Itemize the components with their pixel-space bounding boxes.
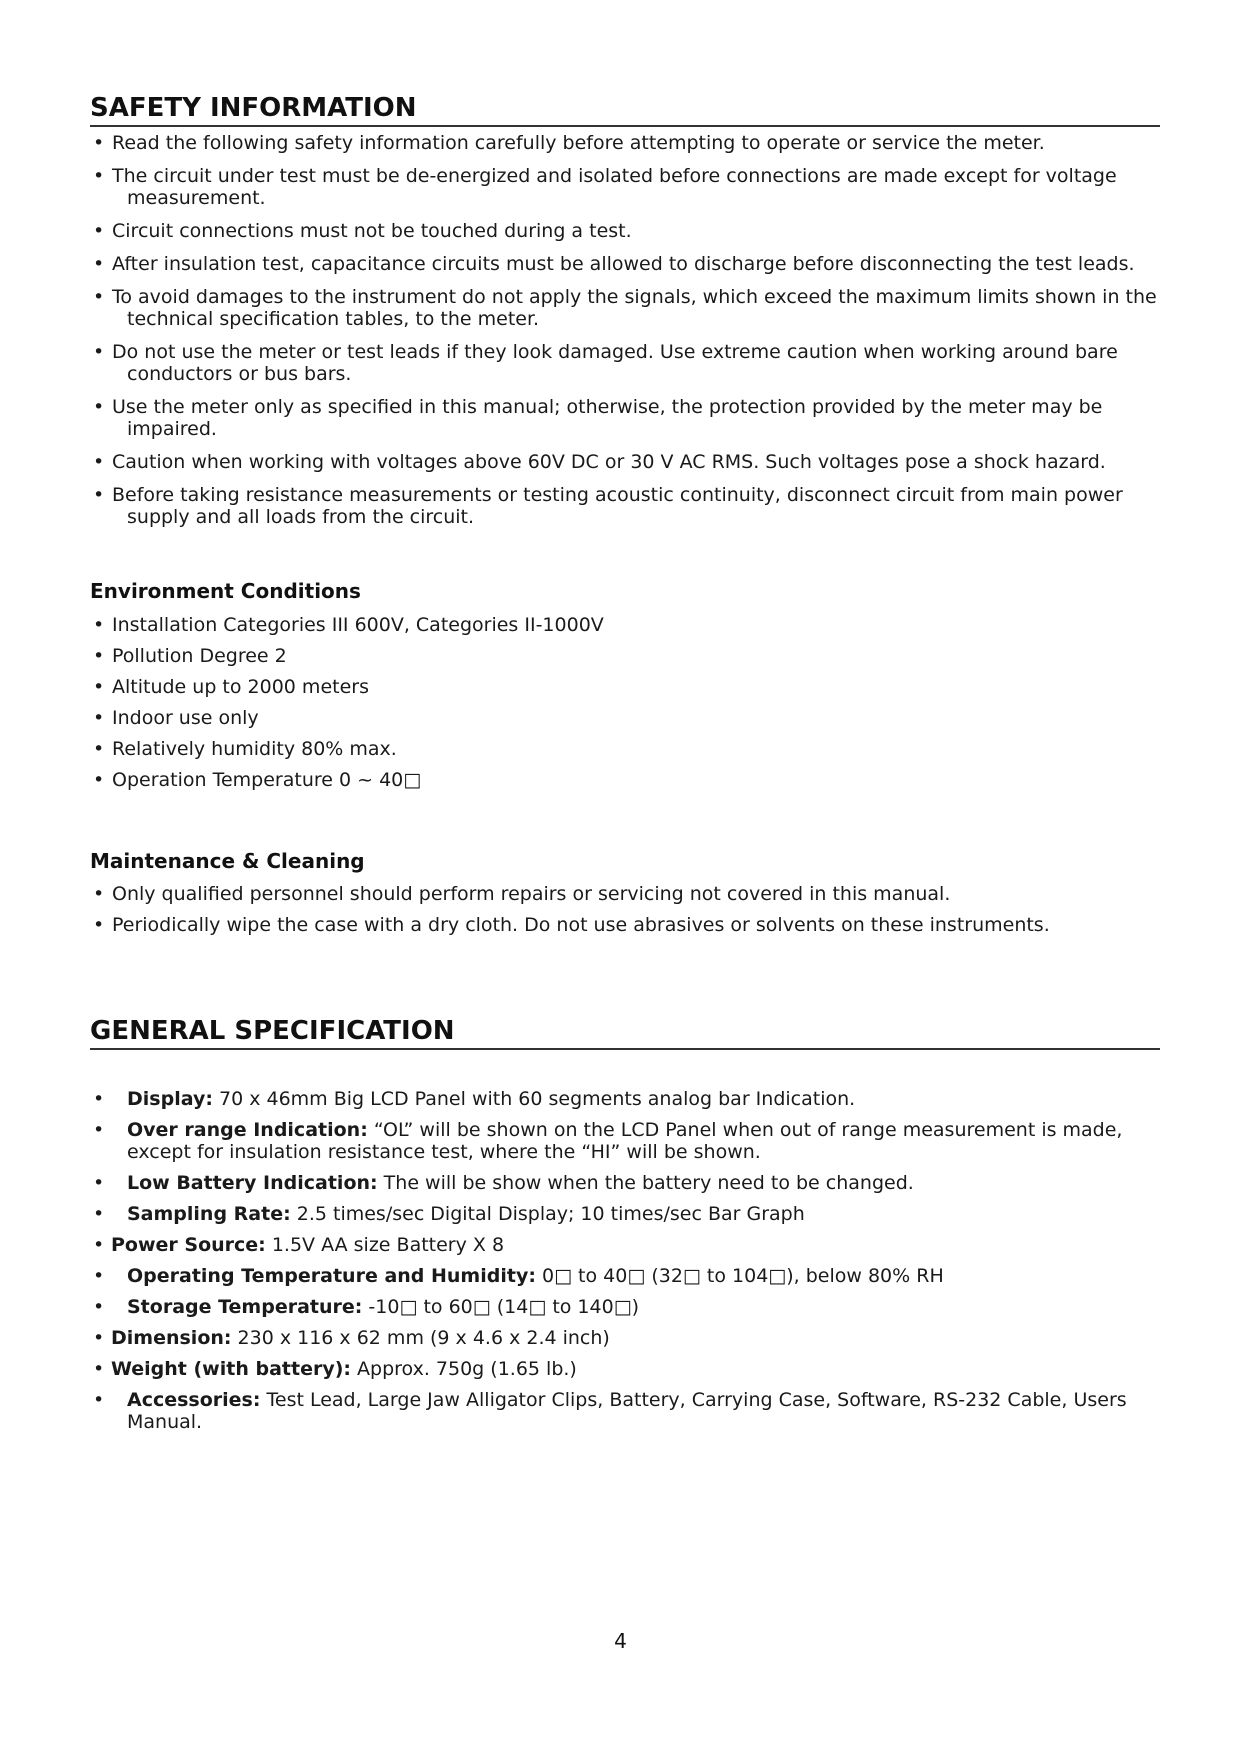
- bullet-icon: •: [93, 253, 105, 275]
- bullet-icon: •: [93, 676, 105, 698]
- bullet-icon: •: [93, 1172, 105, 1194]
- environment-list: [90, 614, 1170, 800]
- list-item: • Weight (with battery): Approx. 750g (1.65 lb.): [93, 1358, 577, 1380]
- list-item: • After insulation test, capacitance circuits must be allowed to discharge before disconnecting the test leads.: [93, 253, 1135, 275]
- bullet-icon: •: [93, 1327, 105, 1349]
- bullet-icon: •: [93, 1203, 105, 1225]
- list-item: • Operation Temperature 0 ~ 40□: [93, 769, 422, 791]
- bullet-icon: •: [93, 132, 105, 154]
- maintenance-heading: Maintenance & Cleaning: [90, 849, 365, 873]
- bullet-icon: •: [93, 738, 105, 760]
- list-item: • Before taking resistance measurements or testing acoustic continuity, disconnect circuit from main power supply and all loads from the circuit.: [93, 484, 1123, 528]
- list-item: • Installation Categories III 600V, Categories II-1000V: [93, 614, 604, 636]
- safety-heading: SAFETY INFORMATION: [90, 93, 1160, 127]
- bullet-icon: •: [93, 1119, 105, 1141]
- bullet-icon: •: [93, 484, 105, 506]
- bullet-icon: •: [93, 1088, 105, 1110]
- bullet-icon: •: [93, 645, 105, 667]
- list-item: • Altitude up to 2000 meters: [93, 676, 369, 698]
- bullet-icon: •: [93, 341, 105, 363]
- list-item: • To avoid damages to the instrument do not apply the signals, which exceed the maximum limits shown in the technical specification tables, to the meter.: [93, 286, 1157, 330]
- bullet-icon: •: [93, 883, 105, 905]
- general-spec-list: [90, 1088, 1180, 1442]
- bullet-icon: •: [93, 1265, 105, 1287]
- environment-heading: Environment Conditions: [90, 579, 361, 603]
- list-item: • Over range Indication: “OL” will be shown on the LCD Panel when out of range measurement is made, except for insulation resistance test, where the “HI” will be shown.: [93, 1119, 1123, 1163]
- bullet-icon: •: [93, 451, 105, 473]
- bullet-icon: •: [93, 769, 105, 791]
- list-item: • Relatively humidity 80% max.: [93, 738, 397, 760]
- list-item: • Periodically wipe the case with a dry cloth. Do not use abrasives or solvents on these instruments.: [93, 914, 1050, 936]
- list-item: • Pollution Degree 2: [93, 645, 287, 667]
- bullet-icon: •: [93, 165, 105, 187]
- safety-list: [90, 132, 1170, 539]
- list-item: • Caution when working with voltages above 60V DC or 30 V AC RMS. Such voltages pose a shock hazard.: [93, 451, 1106, 473]
- bullet-icon: •: [93, 396, 105, 418]
- bullet-icon: •: [93, 1389, 105, 1411]
- list-item: • Read the following safety information carefully before attempting to operate or service the meter.: [93, 132, 1045, 154]
- general-spec-heading: GENERAL SPECIFICATION: [90, 1016, 1160, 1050]
- list-item: • Operating Temperature and Humidity: 0□ to 40□ (32□ to 104□), below 80% RH: [93, 1265, 944, 1287]
- list-item: • Do not use the meter or test leads if they look damaged. Use extreme caution when working around bare conductors or bus bars.: [93, 341, 1118, 385]
- bullet-icon: •: [93, 286, 105, 308]
- list-item: • Power Source: 1.5V AA size Battery X 8: [93, 1234, 505, 1256]
- bullet-icon: •: [93, 707, 105, 729]
- bullet-icon: •: [93, 220, 105, 242]
- bullet-icon: •: [93, 1296, 105, 1318]
- bullet-icon: •: [93, 914, 105, 936]
- bullet-icon: •: [93, 614, 105, 636]
- list-item: • Dimension: 230 x 116 x 62 mm (9 x 4.6 x 2.4 inch): [93, 1327, 610, 1349]
- bullet-icon: •: [93, 1358, 105, 1380]
- page-number: 4: [614, 1629, 627, 1653]
- list-item: • Indoor use only: [93, 707, 259, 729]
- list-item: • The circuit under test must be de-energized and isolated before connections are made except for voltage measurement.: [93, 165, 1117, 209]
- list-item: • Sampling Rate: 2.5 times/sec Digital Display; 10 times/sec Bar Graph: [93, 1203, 805, 1225]
- list-item: • Circuit connections must not be touched during a test.: [93, 220, 632, 242]
- list-item: • Use the meter only as specified in this manual; otherwise, the protection provided by the meter may be impaired.: [93, 396, 1103, 440]
- bullet-icon: •: [93, 1234, 105, 1256]
- list-item: • Low Battery Indication: The will be show when the battery need to be changed.: [93, 1172, 914, 1194]
- list-item: • Storage Temperature: -10□ to 60□ (14□ to 140□): [93, 1296, 640, 1318]
- maintenance-list: [90, 883, 1170, 945]
- list-item: • Accessories: Test Lead, Large Jaw Alligator Clips, Battery, Carrying Case, Software, RS-232 Cable, Users Manual.: [93, 1389, 1127, 1433]
- list-item: • Only qualified personnel should perform repairs or servicing not covered in this manual.: [93, 883, 951, 905]
- list-item: • Display: 70 x 46mm Big LCD Panel with 60 segments analog bar Indication.: [93, 1088, 856, 1110]
